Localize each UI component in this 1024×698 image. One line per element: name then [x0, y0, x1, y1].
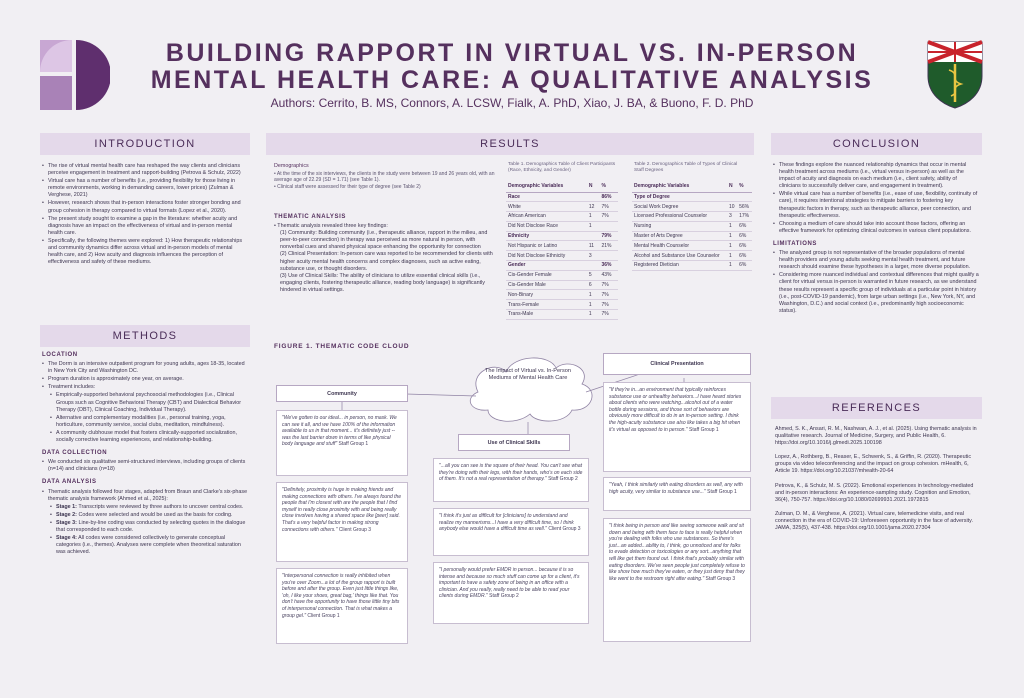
results-header: RESULTS	[266, 133, 754, 155]
limitation-bullet: • Considering more nuanced individual and contextual differences that might qualify a client for virtual versus in-person is warranted in future research, as we understand these results represent a specific group of individuals at a particular point in history (i.e., post-COVID-19 pandemic), from large urban settings (i.e., New York, NY, and Washington, D.C.) and social context (i.e., predominantly high socioeconomic status).	[773, 272, 980, 315]
table-cell: 7%	[599, 300, 618, 310]
table-cell: 1	[727, 251, 737, 261]
limitation-bullet: • The analyzed group is not representative of the broader populations of mental health providers and young adults seeking mental health treatment, and future research should examine these hypotheses in a larger, more diverse population.	[773, 250, 980, 271]
thematic-analysis-heading: THEMATIC ANALYSIS	[274, 214, 346, 220]
location-bullet: • Program duration is approximately one year, on average.	[42, 376, 248, 383]
table-cell: 1	[587, 310, 600, 320]
references-header: REFERENCES	[771, 397, 982, 419]
table-cell: 1	[727, 241, 737, 251]
introduction-body	[42, 163, 248, 267]
table-row	[506, 251, 618, 261]
table-row	[506, 300, 618, 310]
table-header-cell: N	[727, 180, 737, 192]
table-cell: 1	[727, 231, 737, 241]
table-cell: 1	[587, 300, 600, 310]
demographics-heading: Demographics	[274, 163, 309, 169]
conclusion-body	[773, 162, 980, 316]
table-cell: Licensed Professional Counselor	[632, 212, 727, 222]
table-cell: Gender	[506, 261, 587, 271]
table-cell: 6%	[737, 241, 752, 251]
table-cell: Did Not Disclose Ethnicity	[506, 251, 587, 261]
stage-bullet: • Stage 1: Transcripts were reviewed by three authors to uncover central codes.	[42, 504, 248, 511]
table-cell: 43%	[599, 270, 618, 280]
reference-item: Lopez, A., Rothberg, B., Reaser, E., Schwenk, S., & Griffin, R. (2020). Therapeutic groups via video teleconferencing and the impact on group cohesion. mHealth, 6, Article 19. https://doi.org/10.21037/mhealth-20-64	[775, 454, 972, 475]
skills-quote-1: "...all you can see is the square of their head. You can't see what they're doing with their legs, with their hands, who's on each side of them. It's not a real representation of therapy." Staff Group 2	[433, 458, 589, 502]
table-cell	[727, 192, 737, 202]
poster-title	[150, 40, 874, 94]
table-cell: 1	[587, 290, 600, 300]
collection-bullet: • We conducted six qualitative semi-structured interviews, including groups of clients (n=14) and clinicians (n=18)	[42, 459, 248, 473]
table-row	[506, 231, 618, 241]
table-cell: 1	[727, 221, 737, 231]
table2-caption: Table 2. Demographics Table of Types of Clinical Staff Degrees	[634, 162, 738, 173]
community-label: Community	[276, 385, 408, 402]
presentation-quote-2: "Yeah, I think similarly with eating disorders as well, any with high acuity, very similar to substance use..." Staff Group 1	[603, 477, 751, 511]
location-bullet: • The Dorm is an intensive outpatient program for young adults, ages 18-35, located in New York City and Washington DC.	[42, 361, 248, 375]
table-row	[506, 280, 618, 290]
table-cell: 79%	[599, 231, 618, 241]
table-row	[632, 261, 752, 271]
table-cell: Race	[506, 192, 587, 202]
table-cell: Ethnicity	[506, 231, 587, 241]
limitations-heading: LIMITATIONS	[773, 240, 818, 247]
table-row	[506, 290, 618, 300]
table-header-cell: Demographic Variables	[506, 180, 587, 192]
stage-bullet: • Stage 2: Codes were selected and would be used as the basis for coding.	[42, 512, 248, 519]
table-row	[506, 212, 618, 222]
table-cell: Registered Dietician	[632, 261, 727, 271]
table-cell: 10	[727, 202, 737, 212]
table-cell: African American	[506, 212, 587, 222]
use-of-clinical-skills-label: Use of Clinical Skills	[458, 434, 570, 451]
skills-quote-2: "I think it's just as difficult for [clinicians] to understand and realize my mannerisms...I have a very difficult time, so I think anybody else would have a difficult time as well." Client Group 3	[433, 508, 589, 556]
intro-bullet: • The rise of virtual mental health care has reshaped the way clients and clinicians perceive engagement in treatment and rapport-building (Petrova & Schulz, 2022)	[42, 163, 248, 177]
methods-body	[42, 352, 248, 557]
connector-community	[406, 394, 476, 396]
table-cell: 17%	[737, 212, 752, 222]
thematic-item: (1) Community: Building community (i.e., therapeutic alliance, rapport in the milieu, and peer-to-peer connection) in therapy was perceived as more natural in person, with nonverbal cues and shared physical space enhancing the opportunity for connection	[280, 230, 488, 251]
table2	[632, 180, 752, 271]
table1	[506, 180, 618, 320]
table-cell	[599, 251, 618, 261]
table-cell	[587, 231, 600, 241]
table-row	[632, 212, 752, 222]
presentation-quote-3: "I think being in person and like seeing someone walk and sit down and being with them face to face is really helpful when you're dealing with folks who use substances. So there's just...an added...ability to, I think, go unnoticed and for folks to evade detection or toxicologies or any sort...anything that will like get them found out. I think that's probably similar with eating disorders. We've seen people just completely refuse to like show how much they've eaten, or they just deny that they like went to the restroom right after eating." Staff Group 3	[603, 518, 751, 642]
table-cell: 5	[587, 270, 600, 280]
table-cell: 3	[727, 212, 737, 222]
table-cell	[587, 192, 600, 202]
presentation-quote-1: "If they're in...an environment that typically reinforces substance use or unhealthy behaviors...I have heard stories about clients who were watching...alcohol out of a water bottle during sessions, and those sort of behaviors are obviously more difficult to do in an in-person setting. I think the high-acuity substance use also like takes a big hit when it's virtual as opposed to in person." Staff Group 1	[603, 382, 751, 472]
table-row	[506, 270, 618, 280]
data-collection-heading: DATA COLLECTION	[42, 450, 108, 457]
table-cell: 3	[587, 251, 600, 261]
cloud-center-text: The Impact of Virtual vs. In-Person Mediums of Mental Health Care	[484, 368, 571, 382]
table-header-cell: N	[587, 180, 600, 192]
intro-bullet: • However, research shows that in-person interactions foster stronger bonding and group cohesion in therapy compared to virtual formats (Lopez et al., 2020).	[42, 200, 248, 214]
references-body	[775, 426, 980, 539]
table-cell: 86%	[599, 192, 618, 202]
treatment-bullet: • Empirically-supported behavioral psychosocial methodologies (i.e., Clinical Groups such as Cognitive Behavioral Therapy (CBT) and Dialectical Behavior Therapy (DBT), Clinical Coaching, Individual Therapy).	[42, 392, 248, 413]
purple-geometric-logo-icon	[40, 40, 110, 110]
skills-quote-3: "I personally would prefer EMDR in person... because it is so intense and because so much stuff can come up for a client, it's important to have a safety zone of being in an office with a clinician. And you really, really need to be able to read your clients during EMDR." Staff Group 2	[433, 562, 589, 624]
conclusion-header: CONCLUSION	[771, 133, 982, 155]
thematic-analysis-block	[274, 214, 496, 294]
table-header-cell: %	[737, 180, 752, 192]
table-cell: Master of Arts Degree	[632, 231, 727, 241]
table-row	[506, 310, 618, 320]
stage-bullet: • Stage 4: All codes were considered collectively to generate conceptual categories (i.e., themes). Analyses were complete when theoretical saturation was achieved.	[42, 535, 248, 556]
table-row	[506, 202, 618, 212]
caduceus-shield-icon	[926, 40, 984, 110]
table-cell: Social Work Degree	[632, 202, 727, 212]
table-row	[632, 251, 752, 261]
table-cell: 6%	[737, 251, 752, 261]
reference-item: Zulman, D. M., & Verghese, A. (2021). Virtual care, telemedicine visits, and real connection in the era of COVID-19: Unforeseen opportunity in the face of adversity. JAMA, 325(5), 437-438. https://doi.org/10.1001/jama.2020.27304	[775, 510, 973, 532]
thematic-item: (3) Use of Clinical Skills: The ability of clinicians to utilize essential clinical skills (i.e., engaging clients, fostering therapeutic alliance, reading body language) is significantly hindered in virtual settings.	[280, 272, 485, 293]
community-quote-1: "We've gotten to our ideal... in person, no mask. We can see it all, and we have 100% of the information available to us in that moment... it's definitely just -- was the last barrier down in terms of like physical body language and stuff" Staff Group 1	[276, 410, 408, 476]
table-header-cell: Demographic Variables	[632, 180, 727, 192]
table-cell: Cis-Gender Female	[506, 270, 587, 280]
table-cell	[599, 221, 618, 231]
table-cell: 6%	[737, 261, 752, 271]
table-cell: Trans-Female	[506, 300, 587, 310]
table-cell: Alcohol and Substance Use Counselor	[632, 251, 727, 261]
conclusion-bullet: • While virtual care has a number of benefits (i.e., ease of use, flexibility, continuity of care), it requires intentional strategies to mitigate barriers to fostering key therapeutic factors in therapy, such as therapeutic alliance, peer connection, and therapeutic effectiveness.	[773, 191, 980, 219]
treatment-bullet: • Alternative and complementary modalities (i.e., personal training, yoga, horticulture, community service, social clubs, meditation, mindfulness).	[42, 415, 248, 429]
table-cell	[737, 192, 752, 202]
thematic-intro: • Thematic analysis revealed three key findings:	[274, 223, 388, 230]
table-row	[632, 192, 752, 202]
table-row	[632, 241, 752, 251]
clinical-presentation-label: Clinical Presentation	[603, 353, 751, 375]
table-cell: 11	[587, 241, 600, 251]
table-cell: 7%	[599, 290, 618, 300]
location-heading: LOCATION	[42, 352, 78, 358]
table-cell: 7%	[599, 310, 618, 320]
table-cell: Trans-Male	[506, 310, 587, 320]
table-cell: Cis-Gender Male	[506, 280, 587, 290]
community-quote-3: "Interpersonal connection is really inhibited when you're over Zoom...a lot of the group rapport is built before and after the group. Even just little things like, 'oh, I like your shoes, great bag,' things like that. You don't have the opportunity to have those little tiny bits of interpersonal connection. That is what makes a group gel." Client Group 1	[276, 568, 408, 644]
conclusion-bullet: • Choosing a medium of care should take into account those factors, offering an effective framework for optimizing clinical outcomes in various client populations.	[773, 221, 980, 235]
analysis-bullet: • Thematic analysis followed four stages, adapted from Braun and Clarke's six-phase thematic analysis framework (Ahmed et al., 2025):	[42, 489, 248, 503]
intro-bullet: • Virtual care has a number of benefits (i.e., providing flexibility for those living in remote environments, working in demanding careers, lower prices) (Zulman & Verghese, 2021)	[42, 178, 248, 199]
table-cell: 1	[587, 212, 600, 222]
demographics-bullet: • At the time of the six interviews, the clients in the study were between 19 and 26 years old, with an average age of 22.29 (SD = 1.71) (see Table 1).	[274, 170, 495, 184]
stage-bullet: • Stage 3: Line-by-line coding was conducted by selecting quotes in the dialogue that corresponded to each code.	[42, 520, 248, 534]
table-header-row	[506, 180, 618, 192]
table-cell: White	[506, 202, 587, 212]
authors: Authors: Cerrito, B. MS, Connors, A. LCSW, Fialk, A. PhD, Xiao, J. BA, & Buono, F. D. PhD	[270, 96, 754, 110]
thematic-item: (2) Clinical Presentation: In-person care was reported to be recommended for clients with higher acuity mental health concerns and complex diagnoses, such as active eating, substance use, or thought disorders.	[280, 251, 493, 272]
table-cell: 12	[587, 202, 600, 212]
data-analysis-heading: DATA ANALYSIS	[42, 479, 97, 486]
table-row	[506, 241, 618, 251]
table-cell: Mental Health Counselor	[632, 241, 727, 251]
location-bullet: • Treatment includes:	[42, 384, 248, 391]
introduction-header: INTRODUCTION	[40, 133, 250, 155]
table-cell: 6%	[737, 221, 752, 231]
intro-bullet: • Specifically, the following themes were explored: 1) How therapeutic relationships and community dynamics differ across virtual and in-person models of mental health care, and 2) How acuity and diagnosis influences the perception of effectiveness and safety of these mediums.	[42, 238, 248, 266]
table-row	[506, 192, 618, 202]
conclusion-bullet: • These findings explore the nuanced relationship dynamics that occur in mental health treatment across mediums (i.e., virtual versus in-person) as well as the impact of acuity and diagnosis on each medium (i.e., client safety, ability of clinicians to successfully deliver care, and engagement in treatment).	[773, 162, 980, 190]
table-cell: 1	[587, 221, 600, 231]
table-cell: 7%	[599, 202, 618, 212]
table-cell: Not Hispanic or Latino	[506, 241, 587, 251]
title-line-1: BUILDING RAPPORT IN VIRTUAL VS. IN-PERSON	[165, 39, 859, 67]
title-line-2: MENTAL HEALTH CARE: A QUALITATIVE ANALYSIS	[150, 66, 874, 94]
figure-title: FIGURE 1. THEMATIC CODE CLOUD	[274, 343, 410, 350]
table-cell: 6	[587, 280, 600, 290]
demographics-block	[274, 163, 496, 190]
table-cell	[587, 261, 600, 271]
table-cell: Did Not Disclose Race	[506, 221, 587, 231]
table1-caption: Table 1. Demographics Table of Client Participants (Race, Ethnicity, and Gender)	[508, 162, 616, 173]
treatment-bullet: • A community clubhouse model that fosters clinically-supported socialization, socially corrective learning experiences, and relationship-building.	[42, 430, 248, 444]
table-cell: Type of Degree	[632, 192, 727, 202]
demographics-bullet: • Clinical staff were assessed for their type of degree (see Table 2)	[274, 183, 421, 190]
reference-item: Petrova, K., & Schulz, M. S. (2022). Emotional experiences in technology-mediated and in-person interactions: An experience-sampling study. Cognition and Emotion, 36(4), 750-757. https://doi.org/10.1080/02699931.2021.1972815	[775, 482, 974, 503]
table-cell: 7%	[599, 212, 618, 222]
intro-bullet: • The present study sought to examine a gap in the literature: whether acuity and diagnosis have an impact on the effectiveness of virtual and in-person mental health care.	[42, 216, 248, 237]
table-header-row	[632, 180, 752, 192]
table-cell: 21%	[599, 241, 618, 251]
table-row	[632, 221, 752, 231]
table-cell: 6%	[737, 231, 752, 241]
table-row	[506, 221, 618, 231]
table-cell: 1	[727, 261, 737, 271]
table-cell: Nursing	[632, 221, 727, 231]
table-row	[632, 231, 752, 241]
community-quote-2: "Definitely, proximity is huge in making friends and making connections with others. I've always found the people that I'm closest with are the people that I find myself in really close proximity with and being really close involves having a shared space like [peer] said. That's a very helpful factor in making strong connections with others." Client Group 3	[276, 482, 408, 562]
table-cell: 36%	[599, 261, 618, 271]
table-header-cell: %	[599, 180, 618, 192]
table-cell: Non-Binary	[506, 290, 587, 300]
table-cell: 7%	[599, 280, 618, 290]
methods-header: METHODS	[40, 325, 250, 347]
table-cell: 56%	[737, 202, 752, 212]
table-row	[506, 261, 618, 271]
table-row	[632, 202, 752, 212]
reference-item: Ahmed, S. K., Ansari, R. M., Nashwan, A. J., et al. (2025). Using thematic analysis in qualitative research. Journal of Medicine, Surgery, and Public Health, 6. https://doi.org/10.1016/j.glmedi.2025.100198	[775, 426, 977, 447]
